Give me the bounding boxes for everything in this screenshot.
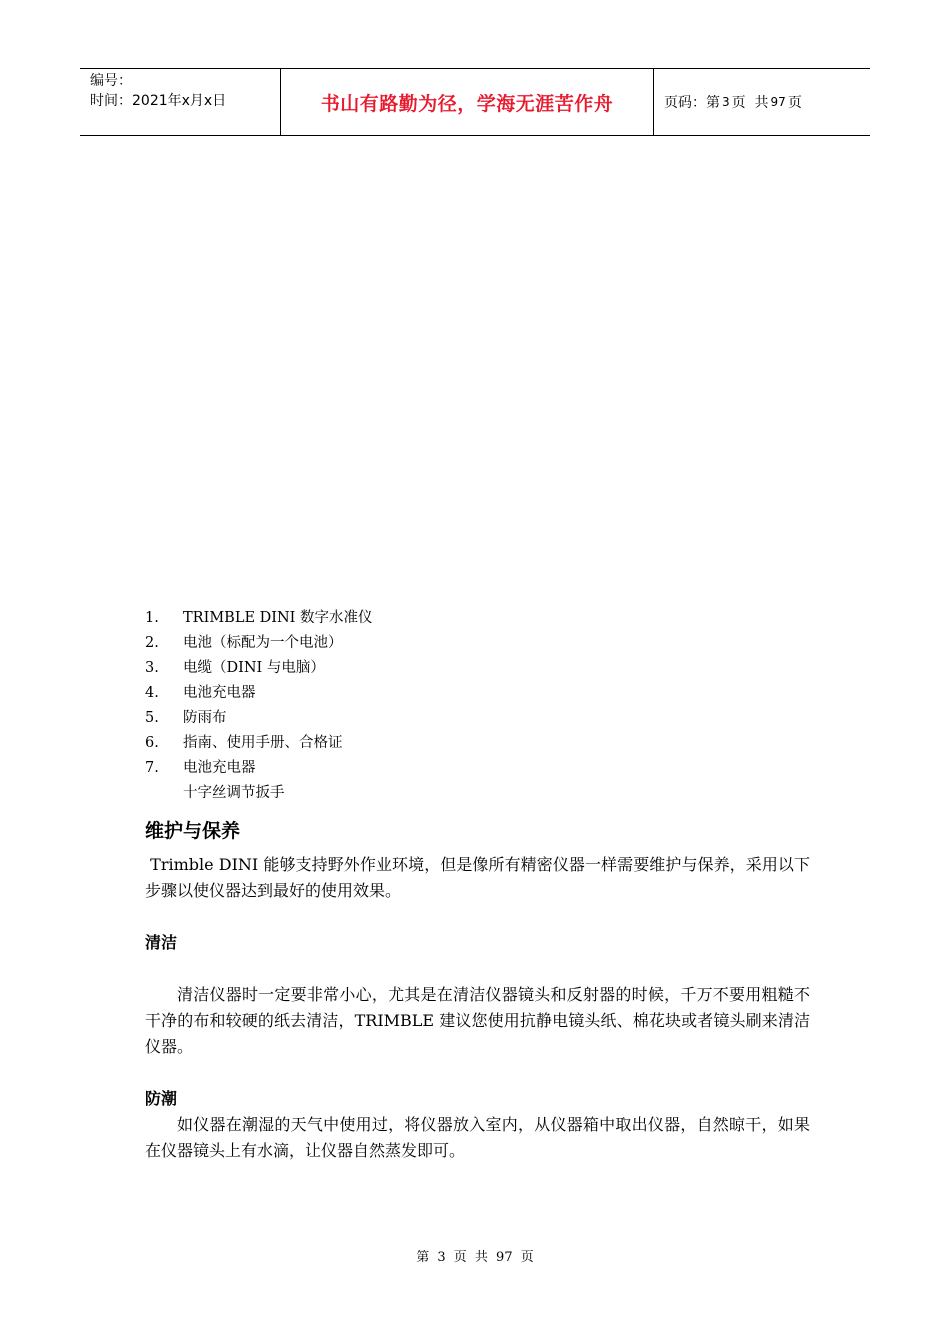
page-content: [145, 606, 810, 1164]
page-footer: 第 3 页 共 97 页: [416, 1250, 534, 1265]
list-item: 1. TRIMBLE DINI 数字水准仪: [145, 610, 373, 626]
serial-label: 编号：: [90, 73, 132, 89]
page-current: 3: [722, 95, 730, 109]
cleaning-heading: 清洁: [145, 933, 178, 952]
list-item-extra: 十字丝调节扳手: [183, 785, 285, 801]
header-page-info: [654, 69, 870, 135]
package-list: [145, 606, 810, 806]
maintenance-heading: 维护与保养: [145, 820, 241, 842]
list-item: 5. 防雨布: [145, 710, 227, 726]
maintenance-intro: Trimble DINI 能够支持野外作业环境，但是像所有精密仪器一样需要维护与保养，采用以下步骤以使仪器达到最好的使用效果。: [145, 855, 810, 900]
page-total: 97: [770, 95, 786, 109]
page-suffix: 页: [787, 95, 802, 111]
page-header: [80, 68, 870, 136]
moisture-heading: 防潮: [145, 1089, 178, 1108]
list-item: 3. 电缆（DINI 与电脑）: [145, 660, 325, 676]
page-prefix: 页码：第: [664, 95, 720, 111]
list-item: 4. 电池充电器: [145, 685, 256, 701]
cleaning-text: 清洁仪器时一定要非常小心，尤其是在清洁仪器镜头和反射器的时候，千万不要用粗糙不干净的布和较硬的纸去清洁，TRIMBLE 建议您使用抗静电镜头纸、棉花块或者镜头刷来清洁仪器。: [145, 985, 810, 1056]
page-mid: 页 共: [731, 95, 769, 111]
list-item: 6. 指南、使用手册、合格证: [145, 735, 343, 751]
list-item: 2. 电池（标配为一个电池）: [145, 635, 343, 651]
list-item: 7. 电池充电器: [145, 760, 256, 776]
date-label: 时间：2021年x月x日: [90, 93, 227, 109]
header-motto: 书山有路勤为径，学海无涯苦作舟: [281, 69, 654, 135]
moisture-text: 如仪器在潮湿的天气中使用过，将仪器放入室内，从仪器箱中取出仪器，自然晾干，如果在仪器镜头上有水滴，让仪器自然蒸发即可。: [145, 1115, 810, 1160]
header-meta: [80, 69, 281, 135]
